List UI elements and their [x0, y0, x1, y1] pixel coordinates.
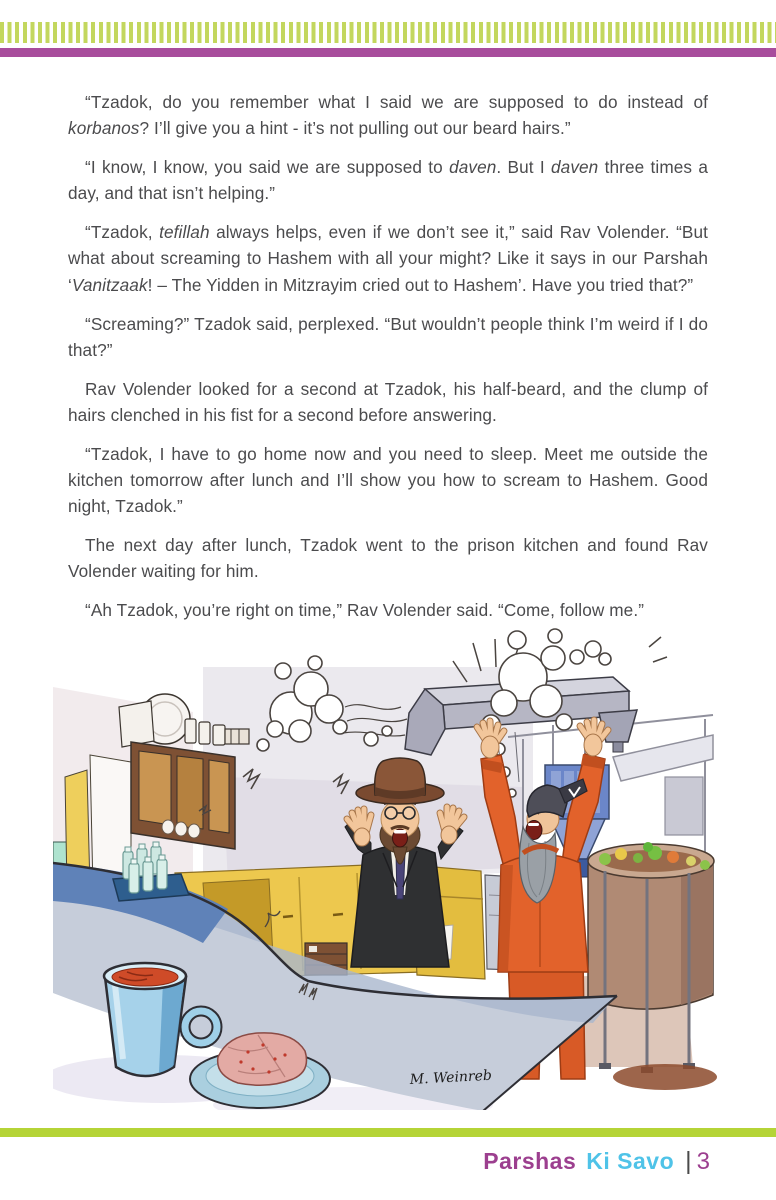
story-text-segment: ? I’ll give you a hint - it’s not pulling out our beard hairs.”: [139, 118, 571, 139]
story-text-segment: “Tzadok,: [85, 222, 160, 243]
artist-signature: M. Weinreb: [409, 1067, 493, 1088]
story-text-segment: “Tzadok, I have to go home now and you need to sleep. Meet me outside the kitchen tomorrow after lunch and I’ll show you how to scream to Hashem. Good night, Tzadok.”: [68, 443, 708, 517]
story-text-segment: Rav Volender looked for a second at Tzadok, his half-beard, and the clump of hairs clenched in his fist for a second before answering.: [68, 378, 708, 425]
footer-page-number: 3: [696, 1148, 710, 1175]
story-text: [68, 89, 708, 636]
story-text-segment: The next day after lunch, Tzadok went to the prison kitchen and found Rav Volender waiting for him.: [68, 535, 708, 582]
story-paragraph: [68, 311, 708, 364]
story-italic-term: tefillah: [159, 222, 210, 243]
footer: [483, 1147, 710, 1176]
story-italic-term: daven: [449, 157, 497, 178]
footer-parshas-label: Parshas: [483, 1148, 577, 1174]
illustration-prison-kitchen-scene: [53, 627, 723, 1110]
story-paragraph: [68, 597, 708, 623]
story-paragraph: [68, 441, 708, 520]
story-paragraph: [68, 89, 708, 142]
story-text-segment: . But I: [496, 157, 552, 178]
story-paragraph: [68, 376, 708, 429]
story-text-segment: “Tzadok, do you remember what I said we are supposed to do instead of: [85, 92, 708, 112]
footer-divider: |: [685, 1147, 692, 1175]
story-text-segment: “I know, I know, you said we are supposed to: [85, 157, 450, 178]
story-italic-term: Vanitzaak: [71, 274, 148, 295]
story-text-segment: “Screaming?” Tzadok said, perplexed. “But wouldn’t people think I’m weird if I do that?”: [68, 313, 708, 360]
footer-parsha-name: Ki Savo: [586, 1148, 675, 1174]
top-magenta-bar: [0, 48, 776, 57]
story-italic-term: korbanos: [68, 118, 140, 139]
story-text-segment: ! – The Yidden in Mitzrayim cried out to Hashem’. Have you tried that?”: [147, 274, 694, 295]
story-paragraph: [68, 219, 708, 298]
story-text-segment: three times a day, and that isn’t helping.”: [68, 157, 708, 204]
footer-green-bar: [0, 1128, 776, 1137]
story-paragraph: [68, 532, 708, 585]
story-text-segment: always helps, even if we don’t see it,” said Rav Volender. “But what about screaming to Hashem with all your might? Like it says in our Parshah ‘: [68, 222, 708, 295]
story-text-segment: “Ah Tzadok, you’re right on time,” Rav Volender said. “Come, follow me.”: [85, 600, 645, 621]
top-stripe-border: [0, 22, 776, 43]
story-paragraph: [68, 154, 708, 207]
story-italic-term: daven: [551, 157, 599, 178]
